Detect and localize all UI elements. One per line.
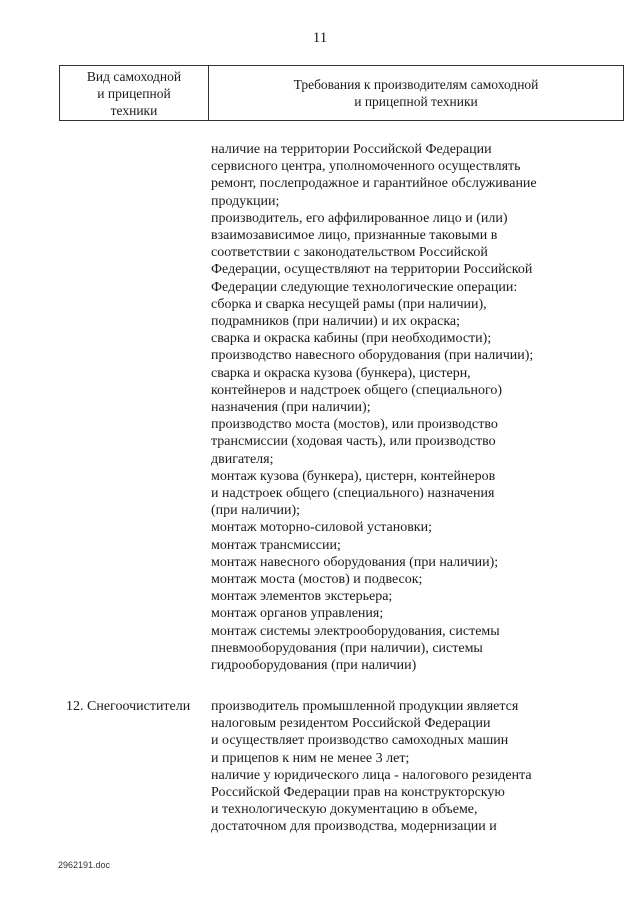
requirement-line: производитель, его аффилированное лицо и (или) [211, 210, 508, 226]
header-column-requirements [209, 66, 624, 121]
requirements-continuation [211, 141, 537, 674]
requirement-line: достаточном для производства, модернизации и [211, 819, 497, 835]
requirement-line: производство навесного оборудования (при наличии); [211, 348, 534, 364]
header-column-vehicle-type [60, 66, 209, 121]
requirement-line: контейнеров и надстроек общего (специального) [211, 382, 503, 398]
requirement-line: Федерации, осуществляют на территории Российской [211, 262, 533, 278]
requirement-line: монтаж навесного оборудования (при наличии); [211, 554, 499, 570]
requirement-line: назначения (при наличии); [211, 400, 371, 416]
requirement-line: наличие у юридического лица - налогового резидента [211, 767, 532, 783]
requirement-line: монтаж элементов экстерьера; [211, 589, 393, 605]
header-line: техники [110, 102, 158, 118]
requirement-line: и осуществляет производство самоходных машин [211, 733, 509, 749]
page-number: 11 [312, 30, 328, 46]
requirement-line: Федерации следующие технологические операции: [211, 279, 518, 295]
requirement-line: трансмиссии (ходовая часть), или производство [211, 434, 496, 450]
requirement-line: пневмооборудования (при наличии), системы [211, 640, 483, 656]
requirement-line: и технологическую документацию в объеме, [211, 802, 478, 818]
requirement-line: и прицепов к ним не менее 3 лет; [211, 750, 410, 766]
requirement-line: ремонт, послепродажное и гарантийное обслуживание [211, 176, 537, 192]
requirement-line: производство моста (мостов), или производство [211, 417, 498, 433]
row-label-snow-blowers: 12. Снегоочистители [66, 699, 191, 714]
header-line: и прицепной техники [354, 94, 478, 109]
requirements-row-12 [211, 698, 532, 836]
requirement-line: (при наличии); [211, 503, 301, 519]
requirement-line: монтаж кузова (бункера), цистерн, контейнеров [211, 468, 496, 484]
requirement-line: сборка и сварка несущей рамы (при наличии), [211, 296, 487, 312]
requirement-line: соответствии с законодательством Российской [211, 245, 488, 261]
requirement-line: монтаж моторно-силовой установки; [211, 520, 432, 536]
requirement-line: и надстроек общего (специального) назначения [211, 486, 495, 502]
document-code: 2962191.doc [58, 860, 111, 870]
requirement-line: монтаж трансмиссии; [211, 537, 341, 553]
requirement-line: подрамников (при наличии) и их окраска; [211, 314, 461, 330]
requirement-line: гидрооборудования (при наличии) [211, 658, 417, 674]
requirement-line: производитель промышленной продукции является [211, 699, 519, 714]
requirement-line: взаимозависимое лицо, признанные таковыми в [211, 228, 498, 244]
requirement-line: наличие на территории Российской Федерации [211, 142, 492, 157]
requirement-line: Российской Федерации прав на конструкторскую [211, 785, 505, 801]
header-line: Вид самоходной [86, 68, 182, 84]
requirement-line: продукции; [211, 193, 280, 209]
header-line: Требования к производителям самоходной [293, 77, 539, 92]
requirement-line: налоговым резидентом Российской Федерации [211, 716, 491, 732]
requirement-line: сварка и окраска кабины (при необходимости); [211, 331, 492, 347]
requirement-line: двигателя; [211, 451, 274, 467]
header-line: и прицепной [97, 85, 171, 101]
requirement-line: сварка и окраска кузова (бункера), цистерн, [211, 365, 471, 381]
requirement-line: монтаж органов управления; [211, 606, 384, 622]
requirement-line: монтаж моста (мостов) и подвесок; [211, 572, 423, 588]
table-header [59, 65, 624, 121]
requirement-line: сервисного центра, уполномоченного осуществлять [211, 159, 521, 175]
requirement-line: монтаж системы электрооборудования, системы [211, 623, 500, 639]
